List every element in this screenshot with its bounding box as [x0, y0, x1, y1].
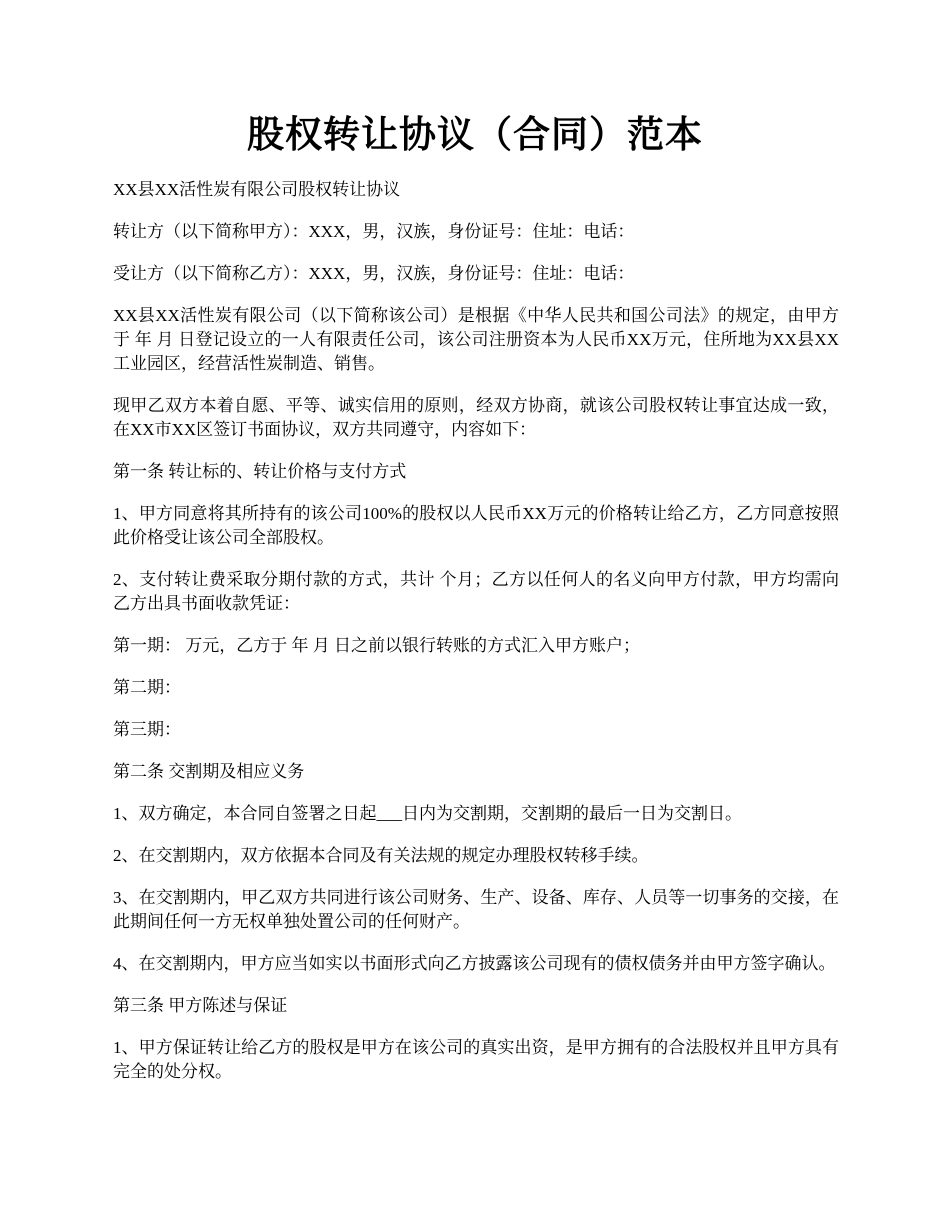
agreement-heading: XX县XX活性炭有限公司股权转让协议	[113, 180, 401, 199]
article-2-clause-2: 2、在交割期内，双方依据本合同及有关法规的规定办理股权转移手续。	[113, 846, 649, 865]
article-1-clause-1: 1、甲方同意将其所持有的该公司100%的股权以人民币XX万元的价格转让给乙方，乙方同意按照此价格受让该公司全部股权。	[113, 504, 839, 547]
article-2-clause-1: 1、双方确定，本合同自签署之日起___日内为交割期，交割期的最后一日为交割日。	[113, 804, 742, 823]
document-body	[113, 178, 839, 1102]
article-3-heading: 第三条 甲方陈述与保证	[113, 996, 288, 1015]
payment-phase-1: 第一期： 万元，乙方于 年 月 日之前以银行转账的方式汇入甲方账户；	[113, 636, 640, 655]
company-background: XX县XX活性炭有限公司（以下简称该公司）是根据《中华人民共和国公司法》的规定，由甲方于 年 月 日登记设立的一人有限责任公司，该公司注册资本为人民币XX万元，住所地为XX县XX工业园区，经营活性炭制造、销售。	[113, 306, 839, 373]
agreement-preamble: 现甲乙双方本着自愿、平等、诚实信用的原则，经双方协商，就该公司股权转让事宜达成一致，在XX市XX区签订书面协议，双方共同遵守，内容如下：	[113, 396, 839, 439]
article-2-clause-4: 4、在交割期内，甲方应当如实以书面形式向乙方披露该公司现有的债权债务并由甲方签字确认。	[113, 954, 836, 973]
payment-phase-2: 第二期：	[113, 678, 181, 697]
document-title: 股权转让协议（合同）范本	[247, 115, 703, 156]
article-2-heading: 第二条 交割期及相应义务	[113, 762, 305, 781]
article-3-clause-1: 1、甲方保证转让给乙方的股权是甲方在该公司的真实出资，是甲方拥有的合法股权并且甲方具有完全的处分权。	[113, 1038, 839, 1081]
transferee-info: 受让方（以下简称乙方）：XXX，男，汉族，身份证号：住址：电话：	[113, 264, 635, 283]
article-1-heading: 第一条 转让标的、转让价格与支付方式	[113, 462, 407, 481]
article-1-clause-2: 2、支付转让费采取分期付款的方式，共计 个月；乙方以任何人的名义向甲方付款，甲方均需向乙方出具书面收款凭证：	[113, 570, 839, 613]
payment-phase-3: 第三期：	[113, 720, 181, 739]
article-2-clause-3: 3、在交割期内，甲乙双方共同进行该公司财务、生产、设备、库存、人员等一切事务的交接，在此期间任何一方无权单独处置公司的任何财产。	[113, 888, 839, 931]
transferor-info: 转让方（以下简称甲方）：XXX，男，汉族，身份证号：住址：电话：	[113, 222, 635, 241]
